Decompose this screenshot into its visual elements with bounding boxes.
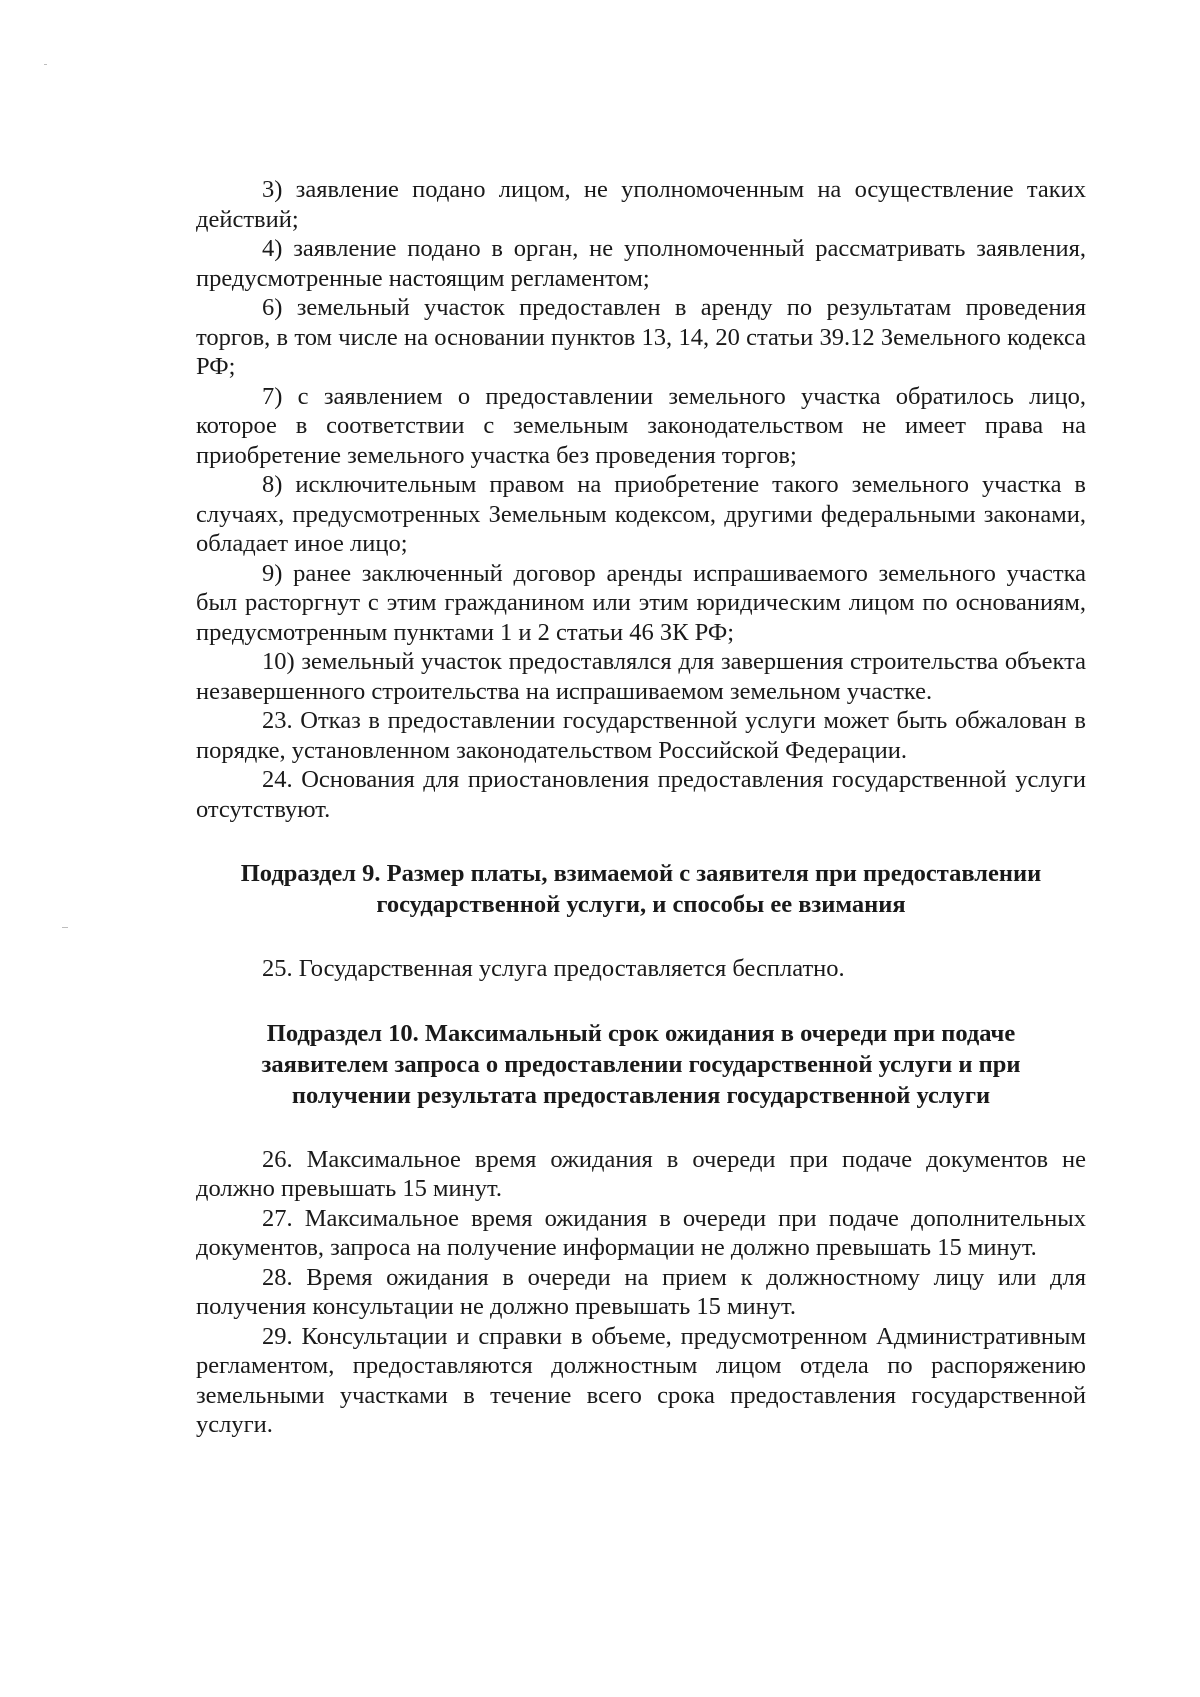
section-10-heading-line-1: Подраздел 10. Максимальный срок ожидания в очереди при подаче: [266, 1019, 1016, 1047]
paragraph-item-4: 4) заявление подано в орган, не уполномоченный рассматривать заявления, предусмотренные настоящим регламентом;: [196, 235, 1086, 292]
paragraph-item-10: 10) земельный участок предоставлялся для завершения строительства объекта незавершенного строительства на испрашиваемом земельном участке.: [196, 648, 1086, 705]
paragraph-item-9: 9) ранее заключенный договор аренды испрашиваемого земельного участка был расторгнут с этим гражданином или этим юридическим лицом по основаниям, предусмотренным пунктами 1 и 2 статьи 46 ЗК РФ;: [196, 559, 1086, 646]
paragraph-29: 29. Консультации и справки в объеме, предусмотренном Административным регламентом, предоставляются должностным лицом отдела по распоряжению земельными участками в течение всего срока предоставления государственной услуги.: [196, 1322, 1086, 1438]
paragraph-item-3: 3) заявление подано лицом, не уполномоченным на осуществление таких действий;: [196, 176, 1086, 233]
paragraph-27: 27. Максимальное время ожидания в очереди при подаче дополнительных документов, запроса на получение информации не должно превышать 15 минут.: [196, 1204, 1086, 1261]
section-10-heading-line-3: получении результата предоставления государственной услуги: [291, 1081, 991, 1109]
section-9-heading-line-2: государственной услуги, и способы ее взимания: [376, 891, 906, 918]
paragraph-24: 24. Основания для приостановления предоставления государственной услуги отсутствуют.: [196, 766, 1086, 823]
section-9-heading: [196, 858, 1086, 920]
paragraph-23: 23. Отказ в предоставлении государственной услуги может быть обжалован в порядке, установленном законодательством Российской Федерации.: [196, 707, 1086, 764]
scan-speck: [44, 64, 47, 65]
section-10-heading-line-2: заявителем запроса о предоставлении государственной услуги и при: [261, 1050, 1021, 1078]
document-page: [196, 175, 1086, 1635]
scan-speck: [62, 927, 68, 928]
paragraph-item-7: 7) с заявлением о предоставлении земельного участка обратилось лицо, которое в соответствии с земельным законодательством не имеет права на приобретение земельного участка без проведения торгов;: [196, 382, 1086, 469]
section-9-heading-line-1: Подраздел 9. Размер платы, взимаемой с заявителя при предоставлении: [240, 860, 1042, 887]
paragraph-26: 26. Максимальное время ожидания в очереди при подаче документов не должно превышать 15 минут.: [196, 1145, 1086, 1202]
section-10-heading: [196, 1018, 1086, 1111]
paragraph-item-6: 6) земельный участок предоставлен в аренду по результатам проведения торгов, в том числе на основании пунктов 13, 14, 20 статьи 39.12 Земельного кодекса РФ;: [196, 294, 1086, 380]
paragraph-25: 25. Государственная услуга предоставляется бесплатно.: [262, 955, 845, 982]
paragraph-item-8: 8) исключительным правом на приобретение такого земельного участка в случаях, предусмотренных Земельным кодексом, другими федеральными законами, обладает иное лицо;: [196, 471, 1086, 557]
paragraph-28: 28. Время ожидания в очереди на прием к должностному лицу или для получения консультации не должно превышать 15 минут.: [196, 1263, 1086, 1320]
